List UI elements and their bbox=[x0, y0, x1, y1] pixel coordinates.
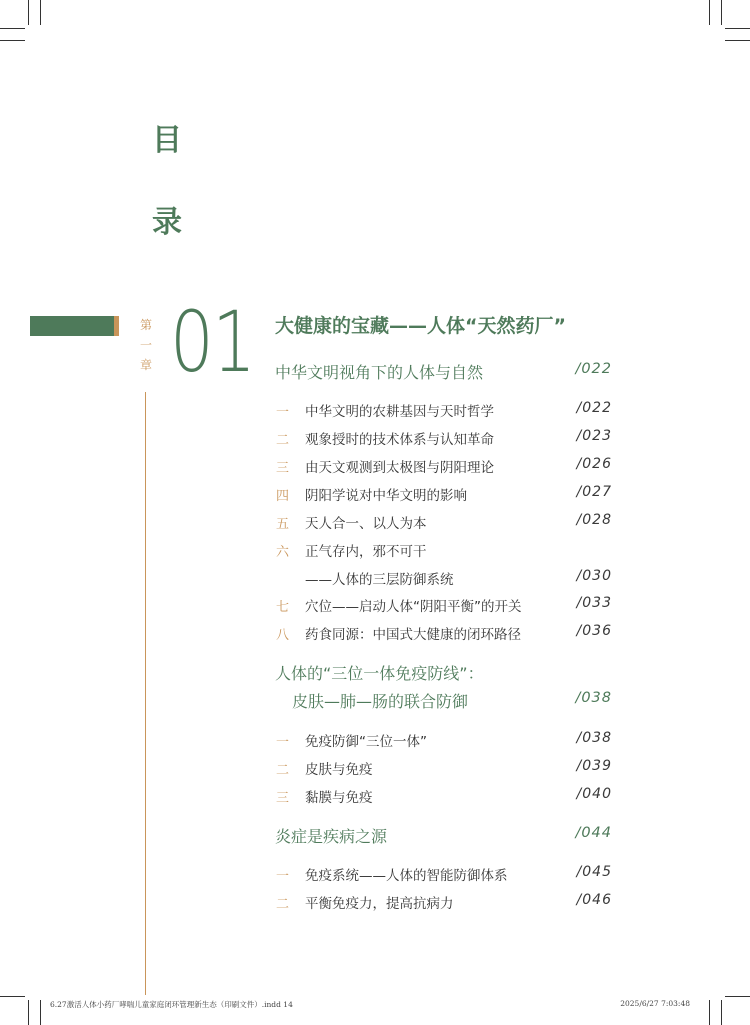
crop-mark bbox=[0, 40, 25, 41]
toc-item-title: 皮肤与免疫 bbox=[305, 762, 373, 778]
toc-item-number: 一 bbox=[276, 735, 290, 750]
toc-item-title: 阴阳学说对中华文明的影响 bbox=[305, 488, 467, 504]
chapter-number: 01 bbox=[170, 293, 255, 391]
toc-item-number: 三 bbox=[276, 791, 290, 806]
toc-item-title: 由天文观测到太极图与阴阳理论 bbox=[305, 460, 494, 476]
toc-item-page: /038 bbox=[576, 730, 612, 746]
toc-item-number: 一 bbox=[276, 869, 290, 884]
toc-item-number: 六 bbox=[276, 545, 290, 560]
toc-item-page: /028 bbox=[576, 512, 612, 528]
toc-item-page: /036 bbox=[576, 623, 612, 639]
toc-item-number: 四 bbox=[276, 489, 290, 504]
toc-item-title: 中华文明的农耕基因与天时哲学 bbox=[305, 404, 494, 420]
toc-item-number: 五 bbox=[276, 517, 290, 532]
toc-item-title: 天人合一、以人为本 bbox=[305, 516, 427, 532]
toc-item-subtitle: ——人体的三层防御系统 bbox=[305, 572, 454, 588]
chapter-label-char: 章 bbox=[140, 358, 153, 372]
crop-mark bbox=[725, 28, 750, 29]
crop-mark bbox=[0, 28, 25, 29]
section-page: /044 bbox=[575, 825, 612, 841]
crop-mark bbox=[0, 996, 25, 997]
chapter-label-char: 一 bbox=[140, 338, 153, 352]
toc-item-page: /022 bbox=[576, 400, 612, 416]
chapter-bar bbox=[30, 316, 114, 336]
crop-mark bbox=[725, 40, 750, 41]
page-title-char-2: 录 bbox=[152, 205, 182, 240]
crop-mark bbox=[28, 0, 29, 25]
section-title: 人体的“三位一体免疫防线”： bbox=[275, 664, 484, 683]
toc-item-title: 观象授时的技术体系与认知革命 bbox=[305, 432, 494, 448]
toc-item-page: /030 bbox=[576, 568, 612, 584]
section-title: 炎症是疾病之源 bbox=[275, 827, 388, 846]
toc-item-title: 平衡免疫力，提高抗病力 bbox=[305, 896, 454, 912]
toc-item-title: 黏膜与免疫 bbox=[305, 790, 373, 806]
toc-item-page: /040 bbox=[576, 786, 612, 802]
section-title: 中华文明视角下的人体与自然 bbox=[275, 363, 484, 382]
toc-item-number: 二 bbox=[276, 763, 290, 778]
crop-mark bbox=[721, 1000, 722, 1025]
print-footer-timestamp: 2025/6/27 7:03:48 bbox=[620, 999, 690, 1008]
crop-mark bbox=[28, 1000, 29, 1025]
toc-item-title: 药食同源：中国式大健康的闭环路径 bbox=[305, 627, 521, 643]
toc-item-page: /026 bbox=[576, 456, 612, 472]
crop-mark bbox=[40, 0, 41, 25]
chapter-vertical-rule bbox=[145, 392, 146, 995]
section-title-line-2: 皮肤—肺—肠的联合防御 bbox=[292, 692, 469, 711]
toc-item-page: /045 bbox=[576, 864, 612, 880]
print-footer-filename: 6.27激活人体小药厂哮喘儿童家庭闭环管理新生态（印刷文件）.indd 14 bbox=[50, 1000, 293, 1009]
toc-item-number: 一 bbox=[276, 405, 290, 420]
toc-item-page: /033 bbox=[576, 595, 612, 611]
chapter-title: 大健康的宝藏——人体“天然药厂” bbox=[275, 315, 566, 337]
section-page: /022 bbox=[575, 361, 612, 377]
crop-mark bbox=[709, 0, 710, 25]
chapter-bar-accent bbox=[114, 316, 119, 336]
page-title-char-1: 目 bbox=[152, 123, 182, 158]
toc-item-number: 八 bbox=[276, 628, 290, 643]
chapter-label bbox=[140, 315, 152, 375]
toc-item-page: /023 bbox=[576, 428, 612, 444]
toc-item-title: 免疫防御“三位一体” bbox=[305, 734, 427, 750]
toc-item-number: 二 bbox=[276, 897, 290, 912]
section-page: /038 bbox=[575, 690, 612, 706]
toc-item-title: 正气存内，邪不可干 bbox=[305, 544, 427, 560]
toc-item-number: 二 bbox=[276, 433, 290, 448]
toc-item-title: 穴位——启动人体“阴阳平衡”的开关 bbox=[305, 599, 522, 615]
toc-item-number: 七 bbox=[276, 600, 290, 615]
crop-mark bbox=[721, 0, 722, 25]
toc-item-page: /046 bbox=[576, 892, 612, 908]
toc-item-page: /039 bbox=[576, 758, 612, 774]
toc-item-page: /027 bbox=[576, 484, 612, 500]
chapter-label-char: 第 bbox=[140, 318, 153, 332]
crop-mark bbox=[725, 996, 750, 997]
toc-item-title: 免疫系统——人体的智能防御体系 bbox=[305, 868, 508, 884]
crop-mark bbox=[709, 1000, 710, 1025]
crop-mark bbox=[40, 1000, 41, 1025]
toc-item-number: 三 bbox=[276, 461, 290, 476]
